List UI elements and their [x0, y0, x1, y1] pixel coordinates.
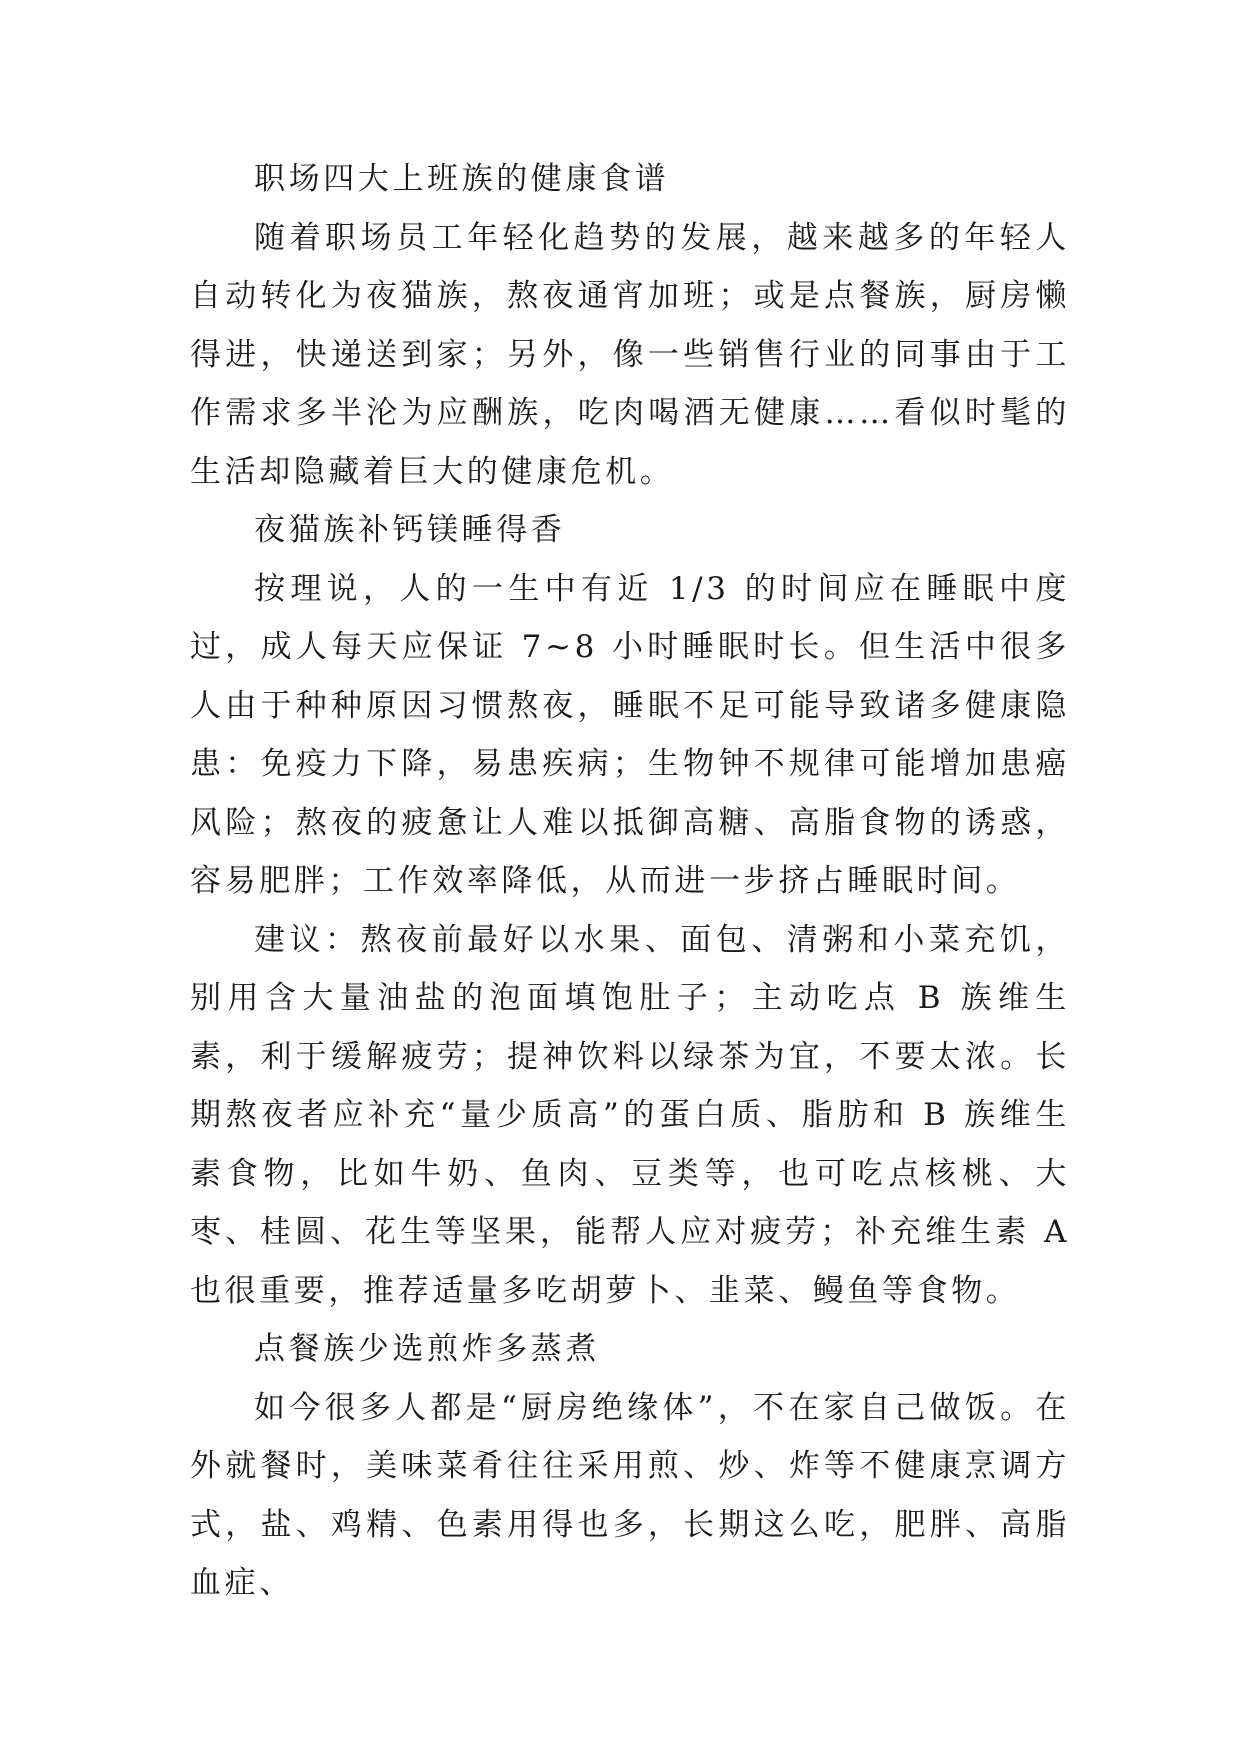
section-heading-night-owl: 夜猫族补钙镁睡得香	[254, 512, 566, 548]
document-body	[190, 150, 1070, 1613]
section-heading-takeout: 点餐族少选煎炸多蒸煮	[254, 1331, 600, 1367]
paragraph-advice: 建议：熬夜前最好以水果、面包、清粥和小菜充饥，别用含大量油盐的泡面填饱肚子；主动吃点 B 族维生素，利于缓解疲劳；提神饮料以绿茶为宜，不要太浓。长期熬夜者应补充“量少质高”的蛋白质、脂肪和 B 族维生素食物，比如牛奶、鱼肉、豆类等，也可吃点核桃、大枣、桂圆、花生等坚果，能帮人应对疲劳；补充维生素 A 也很重要，推荐适量多吃胡萝卜、韭菜、鳗鱼等食物。	[190, 921, 1070, 1309]
paragraph-intro: 随着职场员工年轻化趋势的发展，越来越多的年轻人自动转化为夜猫族，熬夜通宵加班；或是点餐族，厨房懒得进，快递送到家；另外，像一些销售行业的同事由于工作需求多半沦为应酬族，吃肉喝酒无健康……看似时髦的生活却隐藏着巨大的健康危机。	[190, 219, 1070, 490]
paragraph-sleep: 按理说，人的一生中有近 1/3 的时间应在睡眠中度过，成人每天应保证 7~8 小时睡眠时长。但生活中很多人由于种种原因习惯熬夜，睡眠不足可能导致诸多健康隐患：免疫力下降，易患疾病；生物钟不规律可能增加患癌风险；熬夜的疲惫让人难以抵御高糖、高脂食物的诱惑，容易肥胖；工作效率降低，从而进一步挤占睡眠时间。	[190, 570, 1070, 899]
document-title: 职场四大上班族的健康食谱	[254, 161, 670, 197]
paragraph-takeout: 如今很多人都是“厨房绝缘体”，不在家自己做饭。在外就餐时，美味菜肴往往采用煎、炒、炸等不健康烹调方式，盐、鸡精、色素用得也多，长期这么吃，肥胖、高脂血症、	[190, 1389, 1070, 1601]
